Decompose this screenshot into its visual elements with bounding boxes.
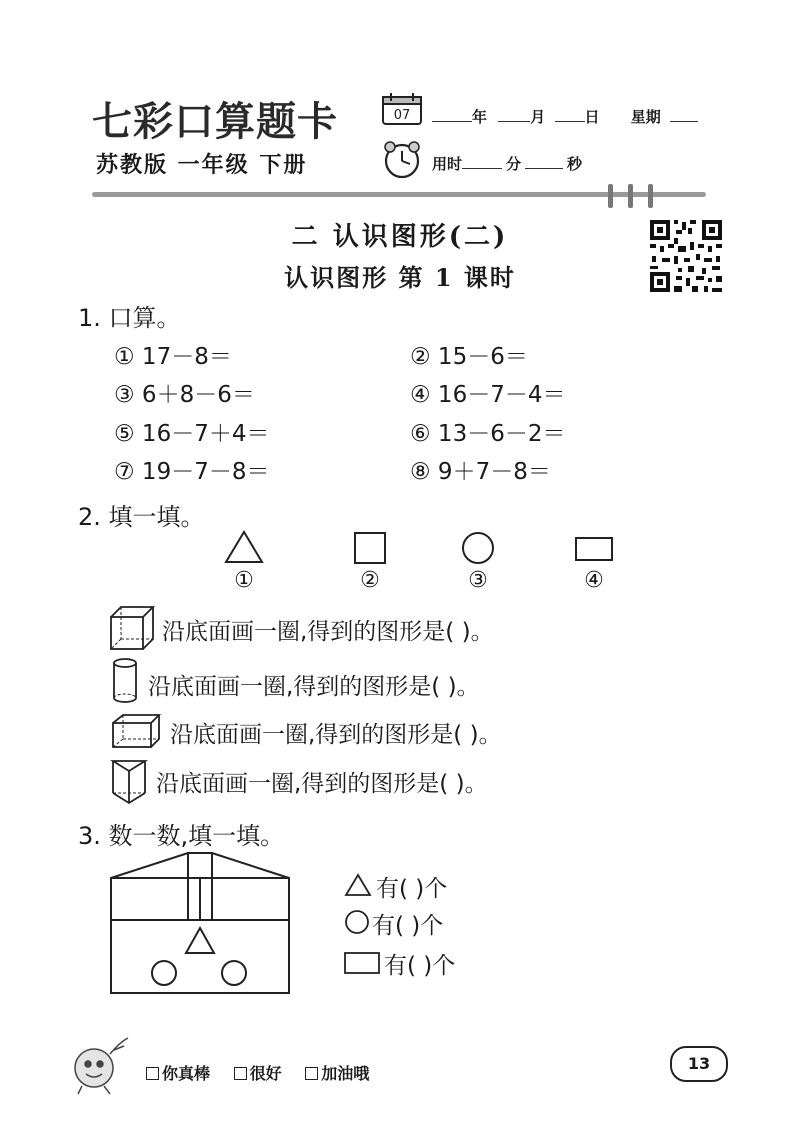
calendar-day: 07	[393, 108, 411, 123]
cylinder-icon	[110, 656, 140, 706]
shape-label-2: ②	[360, 568, 380, 593]
checkbox-icon	[146, 1067, 159, 1080]
problem-1: ① 17－8＝	[114, 344, 232, 370]
problem-2: ② 15－6＝	[410, 344, 528, 370]
rating-options	[146, 1061, 369, 1084]
qr-code-icon[interactable]	[648, 218, 724, 294]
problem-5: ⑤ 16－7＋4＝	[114, 421, 270, 447]
unit-title: 二 认识图形(二)	[291, 222, 509, 252]
checkbox-icon	[305, 1067, 318, 1080]
house-figure	[108, 850, 292, 996]
page-number: 13	[670, 1046, 728, 1082]
book-logo: 七彩口算题卡	[92, 98, 338, 145]
day-blank[interactable]	[555, 107, 585, 122]
rating-good[interactable]: 很好	[234, 1064, 282, 1083]
section2-heading: 2. 填一填。	[78, 503, 205, 531]
rectangle-count: 有( )个	[384, 953, 456, 979]
problem-7: ⑦ 19－7－8＝	[114, 459, 270, 485]
cuboid-icon	[110, 712, 162, 750]
problem-4: ④ 16－7－4＝	[410, 382, 566, 408]
problem-3: ③ 6＋8－6＝	[114, 382, 255, 408]
cuboid-sentence: 沿底面画一圈,得到的图形是( )。	[170, 722, 502, 748]
calendar-icon	[381, 92, 423, 126]
lesson-title: 认识图形 第 1 课时	[284, 263, 516, 292]
weekday-blank[interactable]	[670, 107, 698, 122]
time-fields: 用时 分 秒	[432, 155, 583, 173]
cube-icon	[108, 604, 156, 652]
cylinder-sentence: 沿底面画一圈,得到的图形是( )。	[148, 674, 480, 700]
rating-great[interactable]: 你真棒	[146, 1064, 210, 1083]
circle-count: 有( )个	[372, 913, 444, 939]
shape-label-4: ④	[584, 568, 604, 593]
section3-heading: 3. 数一数,填一填。	[78, 822, 285, 850]
divider-ornament	[604, 182, 668, 210]
circle-shape-icon	[460, 530, 496, 566]
minutes-blank[interactable]	[462, 154, 502, 169]
circle-count-icon	[343, 908, 373, 936]
edition-label: 苏教版 一年级 下册	[96, 153, 308, 178]
section1-heading: 1. 口算。	[78, 304, 181, 332]
triangular-prism-sentence: 沿底面画一圈,得到的图形是( )。	[156, 771, 488, 797]
seconds-blank[interactable]	[525, 154, 563, 169]
problem-6: ⑥ 13－6－2＝	[410, 421, 566, 447]
date-fields: 年 月 日 星期	[432, 106, 698, 127]
shape-label-3: ③	[468, 568, 488, 593]
rectangle-shape-icon	[573, 535, 615, 563]
mascot-icon	[70, 1034, 134, 1096]
problem-8: ⑧ 9＋7－8＝	[410, 459, 551, 485]
rectangle-count-icon	[343, 950, 383, 976]
checkbox-icon	[234, 1067, 247, 1080]
year-blank[interactable]	[432, 107, 472, 122]
triangle-count: 有( )个	[376, 876, 448, 902]
square-shape-icon	[352, 530, 388, 566]
triangle-count-icon	[343, 872, 373, 898]
cube-sentence: 沿底面画一圈,得到的图形是( )。	[162, 619, 494, 645]
rating-keep-going[interactable]: 加油哦	[305, 1064, 369, 1083]
alarm-clock-icon	[381, 140, 423, 180]
triangular-prism-icon	[110, 758, 150, 806]
triangle-shape-icon	[222, 528, 266, 566]
month-blank[interactable]	[498, 107, 530, 122]
shape-label-1: ①	[234, 568, 254, 593]
